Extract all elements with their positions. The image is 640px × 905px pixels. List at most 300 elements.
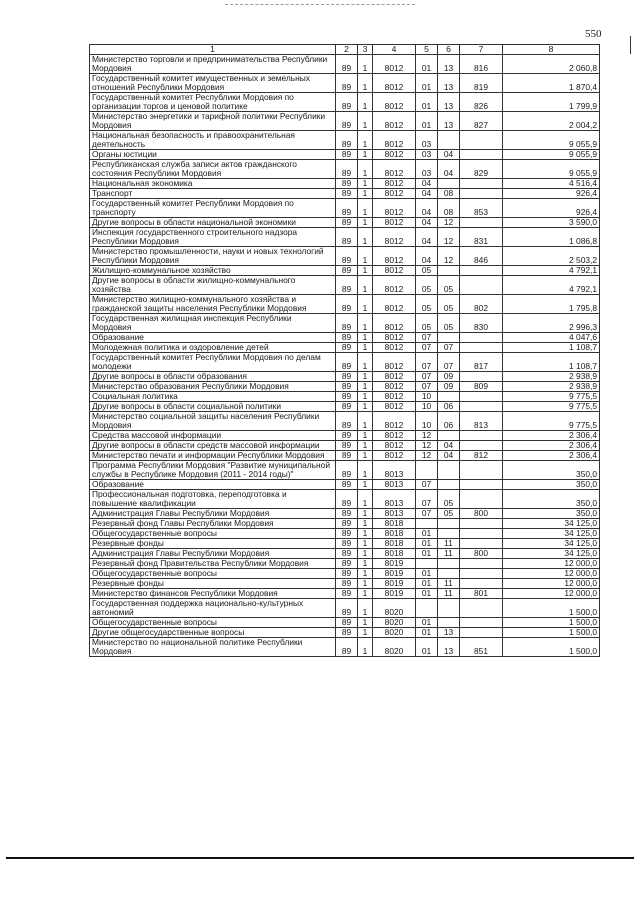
table-row bbox=[90, 333, 600, 343]
row-code-6: 05 bbox=[438, 276, 460, 295]
row-name: Жилищно-коммунальное хозяйство bbox=[90, 266, 336, 276]
row-code-7: 809 bbox=[460, 382, 503, 392]
row-code-5: 03 bbox=[416, 160, 438, 179]
table-header-row bbox=[90, 45, 600, 55]
row-code-5: 05 bbox=[416, 276, 438, 295]
row-name: Молодежная политика и оздоровление детей bbox=[90, 343, 336, 353]
row-code-3: 1 bbox=[358, 55, 373, 74]
row-code-2: 89 bbox=[336, 343, 358, 353]
row-code-7 bbox=[460, 490, 503, 509]
table-row bbox=[90, 218, 600, 228]
row-name: Инспекция государственного строительного надзора Республики Мордовия bbox=[90, 228, 336, 247]
row-code-4: 8012 bbox=[373, 431, 416, 441]
row-code-4: 8012 bbox=[373, 343, 416, 353]
row-code-7: 800 bbox=[460, 549, 503, 559]
header-cell: 2 bbox=[336, 45, 358, 55]
row-code-4: 8018 bbox=[373, 549, 416, 559]
row-name: Национальная экономика bbox=[90, 179, 336, 189]
row-code-2: 89 bbox=[336, 451, 358, 461]
row-code-5: 07 bbox=[416, 343, 438, 353]
row-code-5: 10 bbox=[416, 402, 438, 412]
row-name: Министерство торговли и предпринимательства Республики Мордовия bbox=[90, 55, 336, 74]
row-code-3: 1 bbox=[358, 392, 373, 402]
row-code-3: 1 bbox=[358, 549, 373, 559]
table-row bbox=[90, 55, 600, 74]
row-code-2: 89 bbox=[336, 490, 358, 509]
row-code-2: 89 bbox=[336, 529, 358, 539]
row-amount: 350,0 bbox=[503, 490, 600, 509]
row-amount: 1 500,0 bbox=[503, 638, 600, 657]
row-code-2: 89 bbox=[336, 276, 358, 295]
row-name: Органы юстиции bbox=[90, 150, 336, 160]
row-code-5: 01 bbox=[416, 74, 438, 93]
row-code-3: 1 bbox=[358, 112, 373, 131]
row-code-6: 11 bbox=[438, 579, 460, 589]
row-code-5: 07 bbox=[416, 333, 438, 343]
row-code-5: 07 bbox=[416, 490, 438, 509]
row-code-2: 89 bbox=[336, 519, 358, 529]
row-name: Администрация Главы Республики Мордовия bbox=[90, 549, 336, 559]
row-code-7: 801 bbox=[460, 589, 503, 599]
row-name: Государственный комитет Республики Мордовия по транспорту bbox=[90, 199, 336, 218]
row-code-7 bbox=[460, 372, 503, 382]
row-amount: 1 500,0 bbox=[503, 628, 600, 638]
row-code-7 bbox=[460, 179, 503, 189]
row-amount: 1 870,4 bbox=[503, 74, 600, 93]
row-code-6 bbox=[438, 266, 460, 276]
row-code-5: 07 bbox=[416, 509, 438, 519]
row-amount: 1 108,7 bbox=[503, 343, 600, 353]
table-row bbox=[90, 189, 600, 199]
row-amount: 9 055,9 bbox=[503, 131, 600, 150]
row-amount: 350,0 bbox=[503, 480, 600, 490]
row-amount: 926,4 bbox=[503, 199, 600, 218]
table-row bbox=[90, 295, 600, 314]
row-code-4: 8012 bbox=[373, 314, 416, 333]
row-code-5: 04 bbox=[416, 247, 438, 266]
row-amount: 1 799,9 bbox=[503, 93, 600, 112]
row-code-3: 1 bbox=[358, 199, 373, 218]
row-name: Резервные фонды bbox=[90, 539, 336, 549]
row-code-2: 89 bbox=[336, 247, 358, 266]
row-name: Министерство по национальной политике Республики Мордовия bbox=[90, 638, 336, 657]
row-amount: 34 125,0 bbox=[503, 529, 600, 539]
header-cell: 5 bbox=[416, 45, 438, 55]
header-cell: 4 bbox=[373, 45, 416, 55]
row-code-4: 8012 bbox=[373, 93, 416, 112]
row-amount: 350,0 bbox=[503, 509, 600, 519]
row-code-7 bbox=[460, 480, 503, 490]
row-code-3: 1 bbox=[358, 343, 373, 353]
row-amount: 2 306,4 bbox=[503, 431, 600, 441]
row-code-2: 89 bbox=[336, 314, 358, 333]
row-code-2: 89 bbox=[336, 539, 358, 549]
row-code-3: 1 bbox=[358, 509, 373, 519]
row-name: Министерство финансов Республики Мордовия bbox=[90, 589, 336, 599]
row-code-3: 1 bbox=[358, 372, 373, 382]
table-row bbox=[90, 353, 600, 372]
row-code-4: 8012 bbox=[373, 266, 416, 276]
row-code-4: 8020 bbox=[373, 599, 416, 618]
row-code-2: 89 bbox=[336, 189, 358, 199]
row-code-4: 8018 bbox=[373, 529, 416, 539]
row-code-4: 8012 bbox=[373, 199, 416, 218]
row-code-7: 826 bbox=[460, 93, 503, 112]
row-code-5: 10 bbox=[416, 412, 438, 431]
row-code-5 bbox=[416, 519, 438, 529]
row-code-5: 10 bbox=[416, 392, 438, 402]
row-code-5: 01 bbox=[416, 539, 438, 549]
table-row bbox=[90, 441, 600, 451]
row-code-6 bbox=[438, 559, 460, 569]
row-code-3: 1 bbox=[358, 353, 373, 372]
row-code-6 bbox=[438, 333, 460, 343]
table-row bbox=[90, 247, 600, 266]
row-code-7 bbox=[460, 150, 503, 160]
row-code-7 bbox=[460, 343, 503, 353]
row-code-7 bbox=[460, 392, 503, 402]
row-code-5: 01 bbox=[416, 569, 438, 579]
row-code-3: 1 bbox=[358, 451, 373, 461]
table-row bbox=[90, 372, 600, 382]
row-name: Другие вопросы в области национальной экономики bbox=[90, 218, 336, 228]
page-number: 550 bbox=[585, 28, 602, 40]
row-code-6 bbox=[438, 599, 460, 618]
row-code-4: 8012 bbox=[373, 189, 416, 199]
scan-top-marks bbox=[225, 4, 415, 7]
row-code-6 bbox=[438, 461, 460, 480]
row-code-7 bbox=[460, 461, 503, 480]
row-code-2: 89 bbox=[336, 228, 358, 247]
row-amount: 1 795,8 bbox=[503, 295, 600, 314]
row-code-4: 8012 bbox=[373, 55, 416, 74]
row-code-7: 817 bbox=[460, 353, 503, 372]
row-code-4: 8012 bbox=[373, 150, 416, 160]
row-code-4: 8012 bbox=[373, 372, 416, 382]
row-code-2: 89 bbox=[336, 55, 358, 74]
row-code-2: 89 bbox=[336, 549, 358, 559]
row-name: Другие вопросы в области социальной политики bbox=[90, 402, 336, 412]
row-code-2: 89 bbox=[336, 295, 358, 314]
row-code-5: 01 bbox=[416, 55, 438, 74]
row-amount: 12 000,0 bbox=[503, 589, 600, 599]
row-code-5 bbox=[416, 461, 438, 480]
row-code-3: 1 bbox=[358, 412, 373, 431]
row-code-4: 8019 bbox=[373, 589, 416, 599]
row-code-5: 07 bbox=[416, 372, 438, 382]
row-code-4: 8012 bbox=[373, 333, 416, 343]
row-code-3: 1 bbox=[358, 333, 373, 343]
table-row bbox=[90, 579, 600, 589]
row-code-6: 04 bbox=[438, 441, 460, 451]
row-code-6 bbox=[438, 392, 460, 402]
table-row bbox=[90, 480, 600, 490]
row-code-3: 1 bbox=[358, 150, 373, 160]
header-cell: 1 bbox=[90, 45, 336, 55]
row-code-7 bbox=[460, 218, 503, 228]
row-code-2: 89 bbox=[336, 333, 358, 343]
row-code-7: 812 bbox=[460, 451, 503, 461]
row-code-2: 89 bbox=[336, 559, 358, 569]
row-code-5: 04 bbox=[416, 199, 438, 218]
table-row bbox=[90, 569, 600, 579]
row-code-3: 1 bbox=[358, 539, 373, 549]
header-cell: 6 bbox=[438, 45, 460, 55]
row-code-2: 89 bbox=[336, 150, 358, 160]
row-code-4: 8020 bbox=[373, 628, 416, 638]
row-code-7: 827 bbox=[460, 112, 503, 131]
table-row bbox=[90, 199, 600, 218]
table-row bbox=[90, 112, 600, 131]
row-code-2: 89 bbox=[336, 480, 358, 490]
row-code-7: 831 bbox=[460, 228, 503, 247]
row-name: Государственный комитет имущественных и земельных отношений Республики Мордовия bbox=[90, 74, 336, 93]
row-code-6 bbox=[438, 618, 460, 628]
row-code-6: 11 bbox=[438, 549, 460, 559]
row-amount: 12 000,0 bbox=[503, 579, 600, 589]
row-code-6: 06 bbox=[438, 402, 460, 412]
table-row bbox=[90, 392, 600, 402]
row-code-6: 05 bbox=[438, 490, 460, 509]
row-code-7: 851 bbox=[460, 638, 503, 657]
row-code-3: 1 bbox=[358, 628, 373, 638]
row-code-2: 89 bbox=[336, 199, 358, 218]
row-code-5: 04 bbox=[416, 228, 438, 247]
row-code-2: 89 bbox=[336, 112, 358, 131]
row-code-7 bbox=[460, 559, 503, 569]
row-amount: 1 086,8 bbox=[503, 228, 600, 247]
row-code-6: 13 bbox=[438, 112, 460, 131]
row-code-7: 846 bbox=[460, 247, 503, 266]
row-code-3: 1 bbox=[358, 276, 373, 295]
row-name: Другие вопросы в области средств массовой информации bbox=[90, 441, 336, 451]
row-code-3: 1 bbox=[358, 441, 373, 451]
row-code-3: 1 bbox=[358, 247, 373, 266]
row-code-3: 1 bbox=[358, 295, 373, 314]
row-code-4: 8012 bbox=[373, 160, 416, 179]
row-code-7: 800 bbox=[460, 509, 503, 519]
row-code-6: 13 bbox=[438, 74, 460, 93]
row-amount: 2 503,2 bbox=[503, 247, 600, 266]
row-name: Министерство жилищно-коммунального хозяйства и гражданской защиты населения Республики Мордовия bbox=[90, 295, 336, 314]
row-amount: 9 775,5 bbox=[503, 392, 600, 402]
row-amount: 4 792,1 bbox=[503, 276, 600, 295]
row-code-7 bbox=[460, 579, 503, 589]
row-code-3: 1 bbox=[358, 228, 373, 247]
row-name: Средства массовой информации bbox=[90, 431, 336, 441]
row-code-5: 05 bbox=[416, 266, 438, 276]
row-code-3: 1 bbox=[358, 618, 373, 628]
row-code-4: 8012 bbox=[373, 218, 416, 228]
row-code-2: 89 bbox=[336, 179, 358, 189]
row-code-4: 8012 bbox=[373, 179, 416, 189]
row-code-2: 89 bbox=[336, 579, 358, 589]
table-row bbox=[90, 343, 600, 353]
row-code-3: 1 bbox=[358, 461, 373, 480]
row-code-3: 1 bbox=[358, 569, 373, 579]
row-code-3: 1 bbox=[358, 189, 373, 199]
row-code-2: 89 bbox=[336, 382, 358, 392]
row-code-6: 07 bbox=[438, 343, 460, 353]
row-code-5: 01 bbox=[416, 112, 438, 131]
header-cell: 3 bbox=[358, 45, 373, 55]
row-code-7 bbox=[460, 569, 503, 579]
row-code-7: 829 bbox=[460, 160, 503, 179]
row-code-4: 8013 bbox=[373, 509, 416, 519]
row-code-3: 1 bbox=[358, 266, 373, 276]
row-code-2: 89 bbox=[336, 353, 358, 372]
row-code-7 bbox=[460, 599, 503, 618]
row-name: Социальная политика bbox=[90, 392, 336, 402]
row-code-4: 8019 bbox=[373, 559, 416, 569]
row-code-4: 8012 bbox=[373, 402, 416, 412]
row-amount: 926,4 bbox=[503, 189, 600, 199]
table-row bbox=[90, 150, 600, 160]
table-row bbox=[90, 589, 600, 599]
row-code-3: 1 bbox=[358, 431, 373, 441]
row-code-6 bbox=[438, 131, 460, 150]
row-code-4: 8012 bbox=[373, 276, 416, 295]
row-code-6: 13 bbox=[438, 638, 460, 657]
row-code-7 bbox=[460, 539, 503, 549]
row-code-5: 01 bbox=[416, 549, 438, 559]
row-code-3: 1 bbox=[358, 382, 373, 392]
table-row bbox=[90, 228, 600, 247]
row-code-2: 89 bbox=[336, 441, 358, 451]
row-name: Программа Республики Мордовия "Развитие муниципальной службы в Республике Мордовия (2011 - 2014 годы)" bbox=[90, 461, 336, 480]
row-code-6: 04 bbox=[438, 160, 460, 179]
row-code-7: 853 bbox=[460, 199, 503, 218]
table-row bbox=[90, 509, 600, 519]
row-code-3: 1 bbox=[358, 519, 373, 529]
row-code-4: 8012 bbox=[373, 353, 416, 372]
row-amount: 2 938,9 bbox=[503, 382, 600, 392]
row-code-7 bbox=[460, 529, 503, 539]
row-code-4: 8019 bbox=[373, 579, 416, 589]
row-name: Образование bbox=[90, 333, 336, 343]
row-code-4: 8012 bbox=[373, 228, 416, 247]
row-code-3: 1 bbox=[358, 638, 373, 657]
row-code-4: 8012 bbox=[373, 451, 416, 461]
row-amount: 9 775,5 bbox=[503, 402, 600, 412]
row-code-2: 89 bbox=[336, 461, 358, 480]
row-code-3: 1 bbox=[358, 93, 373, 112]
table-row bbox=[90, 402, 600, 412]
row-code-6: 09 bbox=[438, 382, 460, 392]
row-code-6 bbox=[438, 519, 460, 529]
row-name: Другие вопросы в области жилищно-коммунального хозяйства bbox=[90, 276, 336, 295]
row-code-4: 8020 bbox=[373, 638, 416, 657]
row-code-5: 03 bbox=[416, 150, 438, 160]
row-code-4: 8012 bbox=[373, 382, 416, 392]
row-code-7: 802 bbox=[460, 295, 503, 314]
row-code-5 bbox=[416, 559, 438, 569]
row-code-7: 813 bbox=[460, 412, 503, 431]
row-code-2: 89 bbox=[336, 509, 358, 519]
table-row bbox=[90, 638, 600, 657]
row-name: Министерство печати и информации Республики Мордовия bbox=[90, 451, 336, 461]
row-code-3: 1 bbox=[358, 179, 373, 189]
row-code-6 bbox=[438, 480, 460, 490]
row-amount: 3 590,0 bbox=[503, 218, 600, 228]
row-code-3: 1 bbox=[358, 131, 373, 150]
row-code-2: 89 bbox=[336, 131, 358, 150]
row-code-3: 1 bbox=[358, 599, 373, 618]
row-amount: 2 060,8 bbox=[503, 55, 600, 74]
row-code-2: 89 bbox=[336, 638, 358, 657]
row-code-2: 89 bbox=[336, 218, 358, 228]
row-code-6 bbox=[438, 431, 460, 441]
row-code-7: 816 bbox=[460, 55, 503, 74]
row-code-6: 08 bbox=[438, 199, 460, 218]
row-amount: 34 125,0 bbox=[503, 539, 600, 549]
row-code-3: 1 bbox=[358, 160, 373, 179]
row-code-5: 07 bbox=[416, 480, 438, 490]
row-name: Республиканская служба записи актов гражданского состояния Республики Мордовия bbox=[90, 160, 336, 179]
row-code-4: 8018 bbox=[373, 539, 416, 549]
row-name: Министерство промышленности, науки и новых технологий Республики Мордовия bbox=[90, 247, 336, 266]
header-cell: 8 bbox=[503, 45, 600, 55]
row-code-3: 1 bbox=[358, 314, 373, 333]
row-amount: 9 055,9 bbox=[503, 160, 600, 179]
row-name: Другие общегосударственные вопросы bbox=[90, 628, 336, 638]
row-code-6: 13 bbox=[438, 55, 460, 74]
row-code-6: 11 bbox=[438, 539, 460, 549]
row-amount: 1 500,0 bbox=[503, 599, 600, 618]
scan-edge-mark bbox=[630, 36, 631, 54]
row-code-3: 1 bbox=[358, 490, 373, 509]
row-code-5: 01 bbox=[416, 618, 438, 628]
row-name: Образование bbox=[90, 480, 336, 490]
row-name: Резервные фонды bbox=[90, 579, 336, 589]
row-code-3: 1 bbox=[358, 218, 373, 228]
row-code-5: 01 bbox=[416, 93, 438, 112]
row-code-4: 8018 bbox=[373, 519, 416, 529]
row-code-5: 04 bbox=[416, 179, 438, 189]
table-row bbox=[90, 412, 600, 431]
table-row bbox=[90, 529, 600, 539]
row-code-5: 01 bbox=[416, 638, 438, 657]
row-code-5: 01 bbox=[416, 579, 438, 589]
row-name: Государственная жилищная инспекция Республики Мордовия bbox=[90, 314, 336, 333]
table-row bbox=[90, 314, 600, 333]
table-row bbox=[90, 461, 600, 480]
row-code-2: 89 bbox=[336, 599, 358, 618]
row-amount: 2 996,3 bbox=[503, 314, 600, 333]
row-code-7 bbox=[460, 131, 503, 150]
row-code-5: 04 bbox=[416, 218, 438, 228]
row-code-7 bbox=[460, 618, 503, 628]
row-name: Резервный фонд Правительства Республики Мордовия bbox=[90, 559, 336, 569]
row-code-2: 89 bbox=[336, 431, 358, 441]
row-code-4: 8012 bbox=[373, 247, 416, 266]
row-code-6: 07 bbox=[438, 353, 460, 372]
table-row bbox=[90, 276, 600, 295]
row-amount: 4 516,4 bbox=[503, 179, 600, 189]
row-code-2: 89 bbox=[336, 402, 358, 412]
table-row bbox=[90, 179, 600, 189]
row-name: Общегосударственные вопросы bbox=[90, 529, 336, 539]
row-code-4: 8012 bbox=[373, 131, 416, 150]
row-amount: 4 047,6 bbox=[503, 333, 600, 343]
row-code-5: 01 bbox=[416, 529, 438, 539]
table-row bbox=[90, 266, 600, 276]
row-amount: 2 306,4 bbox=[503, 441, 600, 451]
row-code-6: 04 bbox=[438, 150, 460, 160]
table-row bbox=[90, 599, 600, 618]
row-amount: 2 938,9 bbox=[503, 372, 600, 382]
row-amount: 12 000,0 bbox=[503, 559, 600, 569]
